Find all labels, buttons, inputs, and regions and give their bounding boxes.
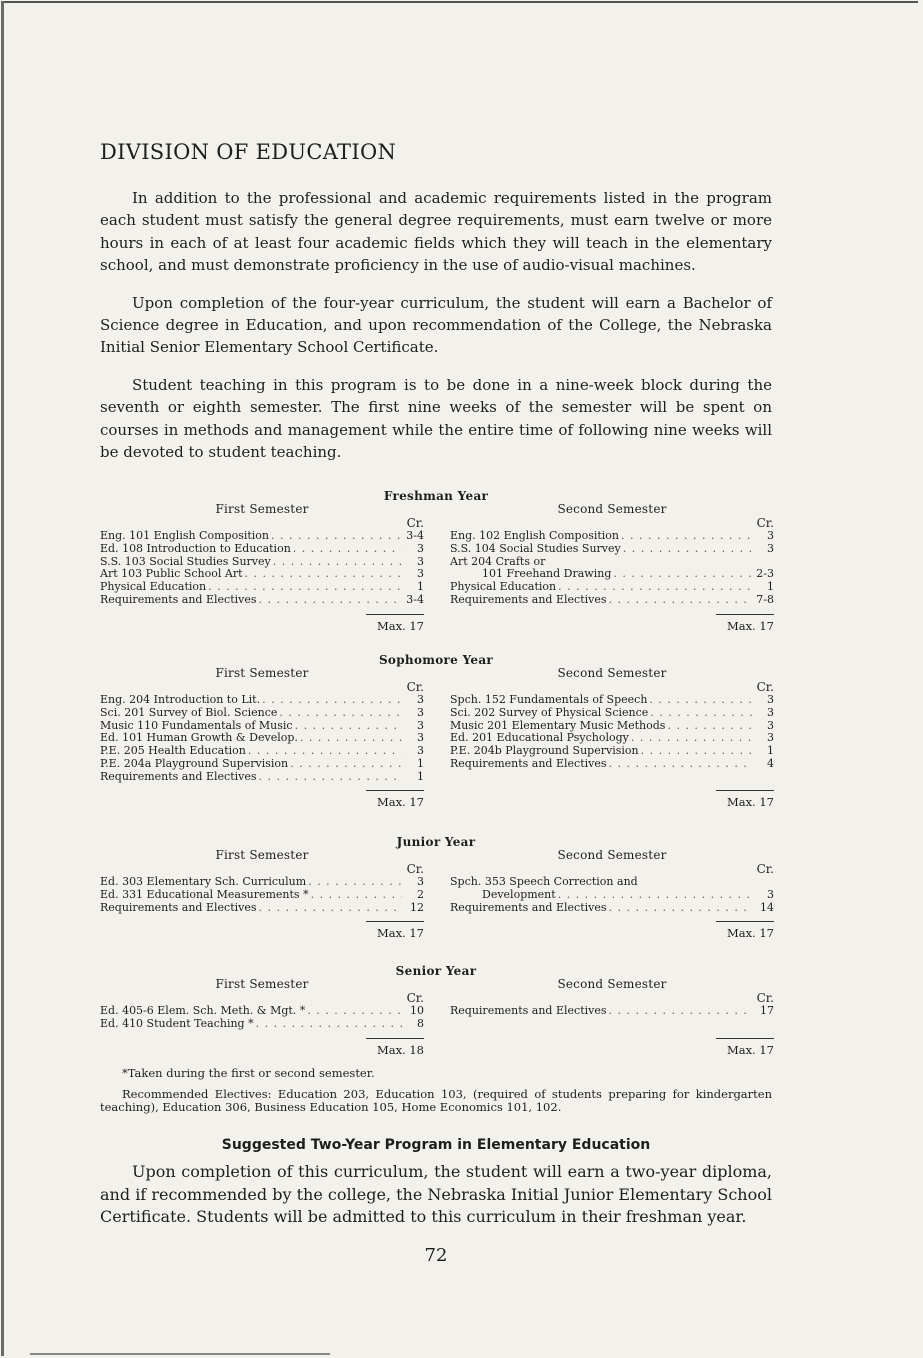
course-row: [100, 1018, 424, 1031]
closing-paragraph: Upon completion of this curriculum, the student will earn a two-year diploma, and if recommended by the college, the Nebraska Initial Junior Elementary School Certificate. Students will be admitted to this curriculum in their freshman year.: [100, 1162, 772, 1226]
course-name: Eng. 101 English Composition: [100, 529, 270, 542]
semester-total: Max. 17: [716, 790, 774, 809]
course-credit: 3: [417, 875, 424, 888]
course-name: Music 201 Elementary Music Methods: [450, 718, 666, 732]
credit-header: Cr.: [756, 991, 774, 1005]
course-name: P.E. 205 Health Education: [100, 744, 246, 758]
course-name: Ed. 331 Educational Measurements *: [100, 887, 309, 901]
course-credit: 3: [417, 541, 424, 555]
course-credit: 3: [417, 718, 424, 732]
second-semester: [450, 977, 774, 1057]
credit-header: Cr.: [406, 862, 424, 876]
semester-title: First Semester: [215, 502, 309, 516]
course-name: Spch. 152 Fundamentals of Speech: [450, 693, 648, 706]
credit-header: Cr.: [406, 680, 424, 694]
course-row: [100, 1005, 424, 1018]
course-name: Ed. 101 Human Growth & Develop.: [100, 731, 298, 745]
course-row: [100, 694, 424, 707]
course-row: [450, 530, 774, 543]
course-name: Development: [482, 887, 556, 901]
page-number: 72: [424, 1245, 448, 1266]
course-row: [450, 876, 774, 889]
course-name: 101 Freehand Drawing: [482, 567, 612, 581]
course-row: [450, 758, 774, 771]
second-semester: [450, 848, 774, 940]
course-name: Requirements and Electives: [450, 900, 607, 914]
first-semester: [100, 848, 424, 940]
course-credit: 3: [417, 554, 424, 568]
course-name: Art 204 Crafts or: [450, 554, 546, 568]
course-credit: 3: [417, 693, 424, 706]
page-left-edge: [1, 1, 4, 1356]
year-title: Sophomore Year: [378, 653, 494, 667]
course-credit: 3-4: [406, 529, 424, 542]
course-row: [100, 902, 424, 915]
footnote-text: *Taken during the first or second semester.: [122, 1066, 375, 1080]
course-credit: 3: [767, 718, 774, 732]
course-row: [100, 530, 424, 543]
course-credit: 4: [767, 756, 774, 770]
credit-header: Cr.: [756, 862, 774, 876]
course-credit: 3: [417, 705, 424, 719]
credit-header: Cr.: [756, 516, 774, 530]
course-credit: 3-4: [406, 592, 424, 606]
course-name: S.S. 103 Social Studies Survey: [100, 554, 271, 568]
course-row: [450, 889, 774, 902]
recommended-electives: Recommended Electives: Education 203, Education 103, (required of students preparing for kindergarten teaching), Education 306, Business Education 105, Home Economics 101, 102.: [100, 1087, 772, 1114]
credit-header: Cr.: [756, 680, 774, 694]
course-credit: 1: [417, 756, 424, 770]
course-credit: 2: [417, 887, 424, 901]
second-semester: [450, 502, 774, 633]
semester-title: First Semester: [215, 977, 309, 991]
course-name: Physical Education: [100, 580, 207, 594]
intro-paragraph: Student teaching in this program is to be done in a nine-week block during the seventh or eighth semester. The first nine weeks of the semester will be spent on courses in methods and management while the entire time of following nine weeks will be devoted to student teaching.: [100, 375, 772, 462]
semester-title: Second Semester: [557, 666, 667, 680]
course-credit: 8: [417, 1016, 424, 1030]
course-name: Requirements and Electives: [450, 1004, 607, 1017]
course-name: Ed. 201 Educational Psychology: [450, 731, 629, 745]
course-name: P.E. 204b Playground Supervision: [450, 744, 639, 758]
course-credit: 7-8: [756, 592, 774, 606]
course-credit: 3: [767, 541, 774, 555]
course-row: [450, 707, 774, 720]
course-name: Requirements and Electives: [100, 592, 257, 606]
course-name: Ed. 410 Student Teaching *: [100, 1016, 254, 1030]
course-name: Eng. 102 English Composition: [450, 529, 620, 542]
course-credit: 3: [417, 744, 424, 758]
course-name: Eng. 204 Introduction to Lit.: [100, 693, 261, 706]
course-row: [450, 1005, 774, 1018]
course-row: [100, 594, 424, 607]
credit-header: Cr.: [406, 516, 424, 530]
course-row: [100, 889, 424, 902]
course-name: Requirements and Electives: [100, 900, 257, 914]
course-credit: 2-3: [756, 567, 774, 581]
course-credit: 3: [767, 529, 774, 542]
course-credit: 3: [417, 731, 424, 745]
course-credit: 1: [417, 580, 424, 594]
course-name: Music 110 Fundamentals of Music: [100, 718, 293, 732]
semester-total: Max. 17: [366, 921, 424, 940]
course-row: [450, 543, 774, 556]
course-credit: 1: [417, 769, 424, 783]
course-name: Requirements and Electives: [100, 769, 257, 783]
semester-title: First Semester: [215, 848, 309, 862]
first-semester: [100, 977, 424, 1057]
semester-total: Max. 18: [366, 1038, 424, 1057]
course-name: Sci. 201 Survey of Biol. Science: [100, 705, 278, 719]
semester-title: Second Semester: [557, 502, 667, 516]
course-name: Art 103 Public School Art: [100, 567, 243, 581]
course-row: [450, 694, 774, 707]
course-name: Ed. 108 Introduction to Education: [100, 541, 291, 555]
year-title: Junior Year: [396, 835, 476, 849]
semester-title: Second Semester: [557, 848, 667, 862]
closing-section: [100, 1161, 772, 1229]
course-name: Requirements and Electives: [450, 756, 607, 770]
course-credit: 17: [760, 1004, 774, 1017]
page-bottom-edge: [30, 1353, 330, 1355]
course-row: [100, 543, 424, 556]
course-name: Requirements and Electives: [450, 592, 607, 606]
page-top-edge: [2, 1, 918, 3]
intro-paragraph: In addition to the professional and academic requirements listed in the program each student must satisfy the general degree requirements, must earn twelve or more hours in each of at least four academic fields which they will teach in the elementary school, and must demonstrate proficiency in the use of audio-visual machines.: [100, 189, 772, 275]
semester-total: Max. 17: [366, 790, 424, 809]
course-credit: 3: [767, 693, 774, 706]
course-row: [100, 771, 424, 784]
course-credit: 3: [767, 731, 774, 745]
semester-title: First Semester: [215, 666, 309, 680]
semester-total: Max. 17: [716, 921, 774, 940]
course-name: Ed. 405-6 Elem. Sch. Meth. & Mgt. *: [100, 1004, 306, 1017]
course-credit: 3: [417, 567, 424, 581]
course-credit: 12: [410, 900, 424, 914]
course-name: Sci. 202 Survey of Physical Science: [450, 705, 649, 719]
footnotes: [100, 1067, 772, 1122]
course-name: Physical Education: [450, 580, 557, 594]
course-credit: 14: [760, 900, 774, 914]
year-title: Freshman Year: [383, 489, 489, 503]
course-name: Ed. 303 Elementary Sch. Curriculum: [100, 875, 307, 888]
course-credit: 1: [767, 744, 774, 758]
course-credit: 3: [767, 887, 774, 901]
semester-title: Second Semester: [557, 977, 667, 991]
course-row: [100, 758, 424, 771]
credit-header: Cr.: [406, 991, 424, 1005]
semester-total: Max. 17: [716, 1038, 774, 1057]
course-credit: 3: [767, 705, 774, 719]
course-name: P.E. 204a Playground Supervision: [100, 756, 289, 770]
course-name: Spch. 353 Speech Correction and: [450, 875, 638, 888]
second-semester: [450, 666, 774, 809]
semester-total: Max. 17: [366, 614, 424, 633]
year-title: Senior Year: [395, 964, 477, 978]
semester-total: Max. 17: [716, 614, 774, 633]
course-credit: 10: [410, 1004, 424, 1017]
intro-paragraph: Upon completion of the four-year curriculum, the student will earn a Bachelor of Science degree in Education, and upon recommendation of the College, the Nebraska Initial Senior Elementary School Certificate.: [100, 293, 772, 357]
intro-section: [100, 187, 772, 478]
first-semester: [100, 666, 424, 809]
course-row: [450, 594, 774, 607]
course-row: [450, 902, 774, 915]
course-row: [100, 707, 424, 720]
course-row: [100, 876, 424, 889]
page-heading: DIVISION OF EDUCATION: [100, 140, 397, 164]
course-credit: 1: [767, 580, 774, 594]
course-name: S.S. 104 Social Studies Survey: [450, 541, 621, 555]
section-subheading: Suggested Two-Year Program in Elementary Education: [221, 1137, 651, 1153]
first-semester: [100, 502, 424, 633]
